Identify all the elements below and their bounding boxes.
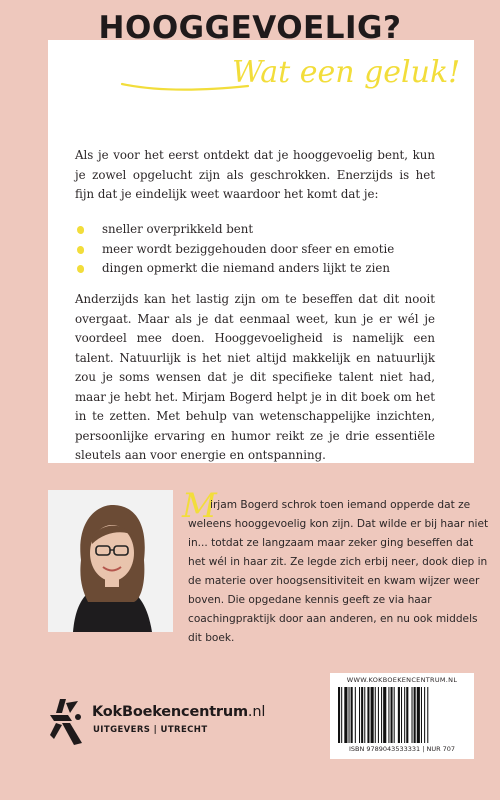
author-photo [48,490,173,632]
body-paragraph: Anderzijds kan het lastig zijn om te beseffen dat dit nooit overgaat. Maar als je dat eenmaal weet, kun je er wél je voordeel mee doen. Hooggevoeligheid is namelijk een talent. Natuurlijk is het niet altijd makkelijk en natuurlijk zou je soms wensen dat je dit specifieke talent niet had, maar je hebt het. Mirjam Bogerd helpt je in dit boek om het in te zetten. Met behulp van wetenschappelijke inzichten, persoonlijke ervaring en humor reikt ze je drie essentiële sleutels aan voor energie en ontspanning. [75,292,435,462]
list-item: meer wordt beziggehouden door sfeer en emotie [75,240,455,260]
bullet-icon [77,226,84,234]
barcode-image [336,687,468,743]
list-item: dingen opmerkt die niemand anders lijkt te zien [75,259,455,279]
bullet-icon [77,246,84,254]
barcode-panel [330,673,474,759]
barcode-isbn: ISBN 9789043533331 | NUR 707 [348,745,456,753]
book-title: HOOGGEVOELIG? [98,10,402,46]
intro-paragraph: Als je voor het eerst ontdekt dat je hooggevoelig bent, kun je zowel opgelucht zijn als geschrokken. Enerzijds is het fijn dat je eindelijk weet waardoor het komt dat je: [75,148,435,201]
bullet-icon [77,265,84,273]
bullet-list [75,220,455,279]
barcode-url: WWW.KOKBOEKENCENTRUM.NL [346,676,458,684]
underline-swoosh-decoration [120,70,250,100]
book-subtitle: Wat een geluk! [232,55,461,90]
publisher-logo-icon [48,697,86,747]
bio-dropcap: M [182,486,217,526]
list-item: sneller overprikkeld bent [75,220,455,240]
author-bio: irjam Bogerd schrok toen iemand opperde dat ze weleens hooggevoelig kon zijn. Dat wilde er bij haar niet in... totdat ze langzaam maar zeker ging beseffen dat het wél in haar zit. Ze legde zich erbij neer, dook diep in de materie over hoogsensitiviteit en kwam wijzer weer boven. Die opgedane kennis geeft ze via haar coachingpraktijk door aan anderen, en nu ook middels dit boek. [188,499,489,644]
publisher-tagline: UITGEVERS | UTRECHT [93,725,208,735]
publisher-name: KokBoekencentrum.nl [92,704,266,720]
